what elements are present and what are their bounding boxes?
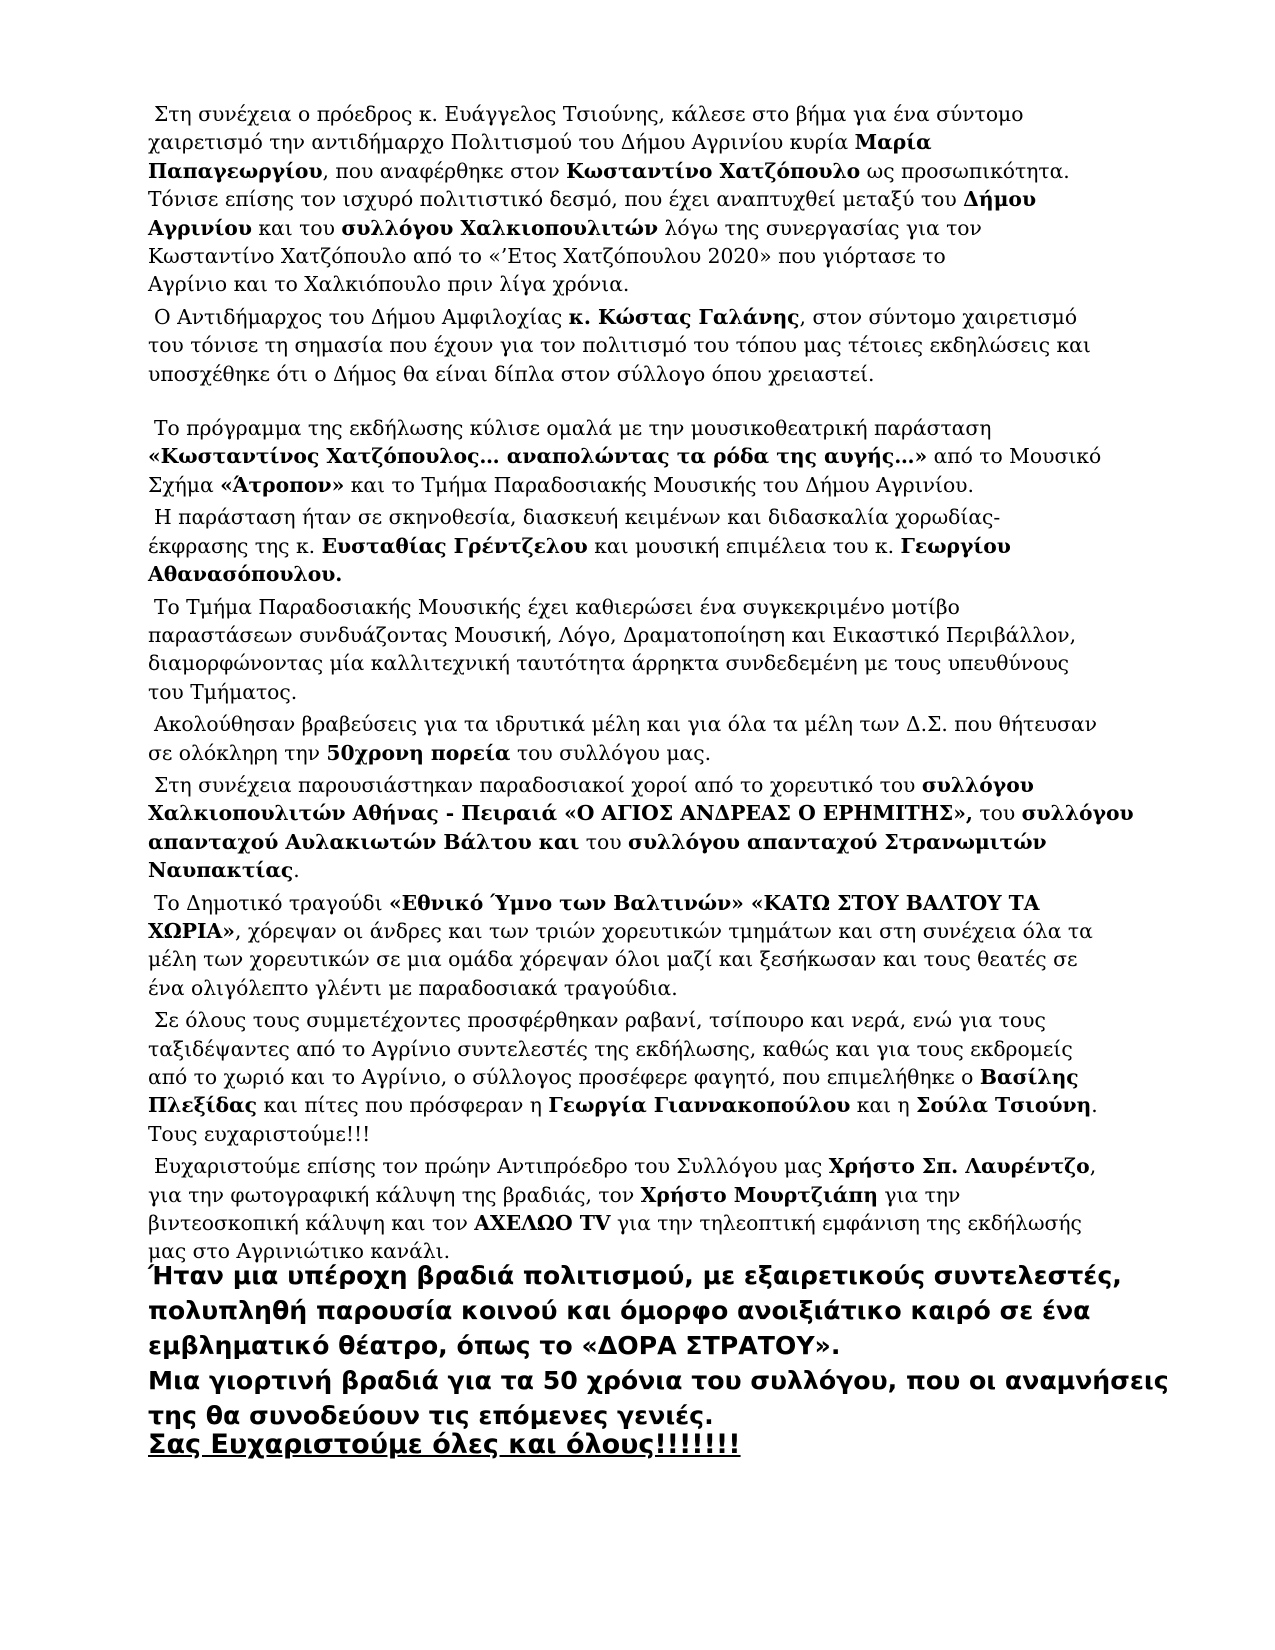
text-line (148, 1035, 1128, 1063)
text-line (148, 799, 1134, 827)
text-line (148, 1091, 1128, 1119)
bold-text: Ευσταθίας Γρέντζελου (321, 533, 588, 558)
text-line (148, 678, 1128, 706)
text-line (148, 1063, 1128, 1091)
paragraph (148, 593, 1128, 707)
closing-line: εμβληματικό θέατρο, όπως το «ΔΟΡΑ ΣΤΡΑΤΟΥ». (148, 1331, 841, 1360)
article-body (148, 100, 1134, 1266)
bold-text: Αθανασόπουλου. (148, 562, 343, 587)
text-line (148, 917, 1128, 945)
paragraph (148, 889, 1128, 1003)
text-line (148, 185, 1128, 213)
text-run: Το Δημοτικό τραγούδι (154, 890, 389, 915)
text-run: μας στο Αγρινιώτικο κανάλι. (148, 1239, 451, 1264)
paragraph (148, 1006, 1128, 1148)
text-line (148, 739, 1128, 767)
text-run: Τους ευχαριστούμε!!! (148, 1121, 371, 1146)
bold-text: Κωσταντίνο Χατζόπουλο (566, 158, 861, 183)
text-run: υποσχέθηκε ότι ο Δήμος θα είναι δίπλα στον σύλλογο όπου χρειαστεί. (148, 361, 875, 386)
text-run: Στη συνέχεια παρουσιάστηκαν παραδοσιακοί χοροί από το χορευτικό του (154, 772, 922, 797)
text-line (148, 414, 1128, 442)
text-run: , στον σύντομο χαιρετισμό (799, 304, 1078, 329)
paragraph (148, 303, 1128, 388)
text-run: . (1091, 1093, 1098, 1118)
text-line (148, 331, 1128, 359)
text-run: Ακολούθησαν βραβεύσεις για τα ιδρυτικά μέλη και για όλα τα μέλη των Δ.Σ. που θήτευσαν (154, 712, 1097, 737)
bold-text: ΑΧΕΛΩΟ TV (474, 1211, 611, 1236)
text-run: . (293, 858, 300, 883)
text-run: χαιρετισμό την αντιδήμαρχο Πολιτισμού του Δήμου Αγρινίου κυρία (148, 130, 855, 155)
bold-text: Σούλα Τσιούνη (916, 1093, 1092, 1118)
text-run: , χόρεψαν οι άνδρες και των τριών χορευτικών τμημάτων και στη συνέχεια όλα τα (234, 918, 1093, 943)
bold-text: Δήμου (963, 187, 1037, 212)
paragraph (148, 1152, 1128, 1266)
text-run: Ο Αντιδήμαρχος του Δήμου Αμφιλοχίας (154, 304, 569, 329)
text-run: διαμορφώνοντας μία καλλιτεχνική ταυτότητα άρρηκτα συνδεδεμένη με τους υπευθύνους (148, 651, 1070, 676)
bold-text: Χρήστο Σπ. Λαυρέντζο (828, 1154, 1090, 1179)
text-run: Στη συνέχεια ο πρόεδρος κ. Ευάγγελος Τσιούνης, κάλεσε στο βήμα για ένα σύντομο (154, 102, 1024, 126)
text-run: , (1089, 1154, 1097, 1179)
text-line (148, 303, 1128, 331)
closing-line: Μια γιορτινή βραδιά για τα 50 χρόνια του συλλόγου, που οι αναμνήσεις (148, 1366, 1169, 1395)
text-run: και η (850, 1093, 917, 1118)
text-line (148, 828, 1128, 856)
text-run: για την τηλεοπτική εμφάνιση της εκδήλωσής (610, 1211, 1082, 1236)
text-line (148, 1152, 1128, 1180)
paragraph-gap (148, 388, 1128, 414)
text-run: και πίτες που πρόσφεραν η (257, 1093, 549, 1118)
text-line (148, 360, 1128, 388)
paragraph (148, 100, 1128, 299)
bold-text: Πλεξίδας (148, 1093, 258, 1118)
text-line (148, 560, 1128, 588)
paragraph (148, 710, 1128, 767)
text-run: του (579, 829, 628, 854)
bold-text: Παπαγεωργίου (148, 158, 323, 183)
text-run: Τόνισε επίσης τον ισχυρό πολιτιστικό δεσμό, που έχει αναπτυχθεί μεταξύ του (148, 187, 964, 212)
bold-text: Χρήστο Μουρτζιάπη (640, 1182, 878, 1207)
paragraph (148, 503, 1128, 588)
closing-line: της θα συνοδεύουν τις επόμενες γενιές. (148, 1401, 714, 1430)
text-line (148, 1006, 1128, 1034)
text-line (148, 100, 1128, 128)
bold-text: Χαλκιοπουλιτών Αθήνας - Πειραιά «Ο ΑΓΙΟΣ ΑΝΔΡΕΑΣ Ο ΕΡΗΜΙΤΗΣ», (148, 801, 973, 826)
bold-text: «Εθνικό Ύμνο των Βαλτινών» «ΚΑΤΩ ΣΤΟΥ ΒΑΛΤΟΥ ΤΑ (389, 890, 1040, 915)
text-run: και το Τμήμα Παραδοσιακής Μουσικής του Δήμου Αγρινίου. (344, 472, 974, 497)
bold-text: «Κωσταντίνος Χατζόπουλος… αναπολώντας τα ρόδα της αυγής…» (148, 444, 928, 469)
text-run: Κωσταντίνο Χατζόπουλο από το «’Ετος Χατζόπουλου 2020» που γιόρτασε το (148, 244, 946, 269)
text-line (148, 471, 1128, 499)
text-run: παραστάσεων συνδυάζοντας Μουσική, Λόγο, Δραματοποίηση και Εικαστικό Περιβάλλον, (148, 622, 1077, 647)
text-run: Ευχαριστούμε επίσης τον πρώην Αντιπρόεδρο του Συλλόγου μας (154, 1154, 829, 1179)
text-run: του τόνισε τη σημασία που έχουν για τον πολιτισμό του τόπου μας τέτοιες εκδηλώσεις και (148, 333, 1091, 358)
bold-text: Γεωργίου (900, 533, 1011, 558)
bold-text: ΧΩΡΙΑ» (148, 918, 235, 943)
bold-text: Γεωργία Γιαννακοπούλου (548, 1093, 851, 1118)
bold-text: συλλόγου (1021, 801, 1134, 826)
text-line (148, 1209, 1128, 1237)
text-line (148, 771, 1128, 799)
text-run: του Τμήματος. (148, 679, 298, 704)
bold-text: 50χρονη πορεία (326, 740, 511, 765)
text-line (148, 270, 1128, 298)
text-run: μέλη των χορευτικών σε μια ομάδα χόρεψαν όλοι μαζί και ξεσήκωσαν και τους θεατές σε (148, 947, 1078, 972)
text-line (148, 242, 1128, 270)
text-run: Το πρόγραμμα της εκδήλωσης κύλισε ομαλά με την μουσικοθεατρική παράσταση (154, 416, 992, 441)
paragraph (148, 771, 1134, 885)
text-line (148, 593, 1128, 621)
text-run: λόγω της συνεργασίας για τον (658, 215, 982, 240)
text-run: από το χωριό και το Αγρίνιο, ο σύλλογος προσέφερε φαγητό, που επιμελήθηκε ο (148, 1065, 980, 1089)
closing-line: πολυπληθή παρουσία κοινού και όμορφο ανοιξιάτικο καιρό σε ένα (148, 1296, 1091, 1325)
bold-text: Ναυπακτίας (148, 858, 294, 883)
text-run: ταξιδέψαντες από το Αγρίνιο συντελεστές της εκδήλωσης, καθώς και για τους εκδρομείς (148, 1036, 1073, 1061)
text-run: για την (877, 1182, 961, 1207)
thanks-line: Σας Ευχαριστούμε όλες και όλους!!!!!!! (148, 1429, 741, 1460)
bold-text: κ. Κώστας Γαλάνης (568, 304, 800, 329)
text-run: ένα ολιγόλεπτο γλέντι με παραδοσιακά τραγούδια. (148, 975, 678, 1000)
text-run: σε ολόκληρη την (148, 740, 327, 765)
text-run: Το Τμήμα Παραδοσιακής Μουσικής έχει καθιερώσει ένα συγκεκριμένο μοτίβο (154, 594, 960, 619)
bold-text: Βασίλης (979, 1065, 1079, 1089)
text-run: βιντεοσκοπική κάλυψη και τον (148, 1211, 475, 1236)
text-line (148, 1181, 1128, 1209)
closing-line: Ήταν μια υπέροχη βραδιά πολιτισμού, με εξαιρετικούς συντελεστές, (148, 1261, 1122, 1290)
text-run: Σε όλους τους συμμετέχοντες προσφέρθηκαν ραβανί, τσίπουρο και νερά, ενώ για τους (154, 1008, 1046, 1033)
bold-text: Μαρία (854, 130, 932, 155)
text-line (148, 214, 1128, 242)
closing-statement (148, 1258, 1169, 1433)
text-line (148, 889, 1128, 917)
text-run: του συλλόγου μας. (510, 740, 712, 765)
text-line (148, 649, 1128, 677)
text-run: από το Μουσικό (927, 444, 1102, 469)
text-line (148, 503, 1128, 531)
text-line (148, 1120, 1128, 1148)
text-line (148, 856, 1128, 884)
text-run: του (972, 801, 1022, 826)
bold-text: Αγρινίου (148, 215, 252, 240)
bold-text: συλλόγου απανταχού Στρανωμιτών (628, 829, 1047, 854)
text-line (148, 974, 1128, 1002)
text-run: για την φωτογραφική κάλυψη της βραδιάς, τον (148, 1182, 641, 1207)
bold-text: συλλόγου Χαλκιοπουλιτών (341, 215, 659, 240)
text-line (148, 157, 1128, 185)
text-line (148, 710, 1128, 738)
bold-text: συλλόγου (921, 772, 1034, 797)
text-run: και μουσική επιμέλεια του κ. (587, 533, 901, 558)
text-run: και του (251, 215, 342, 240)
text-line (148, 128, 1128, 156)
bold-text: απανταχού Αυλακιωτών Βάλτου και (148, 829, 580, 854)
text-run: Αγρίνιο και το Χαλκιόπουλο πριν λίγα χρόνια. (148, 272, 630, 297)
text-run: έκφρασης της κ. (148, 533, 322, 558)
text-run: , που αναφέρθηκε στον (322, 158, 567, 183)
text-line (148, 621, 1128, 649)
text-line (148, 532, 1128, 560)
bold-text: «Άτροπον» (220, 472, 345, 497)
text-run: ως προσωπικότητα. (860, 158, 1070, 183)
text-line (148, 945, 1128, 973)
text-run: Σχήμα (148, 472, 221, 497)
text-run: Η παράσταση ήταν σε σκηνοθεσία, διασκευή κειμένων και διδασκαλία χορωδίας- (154, 505, 1001, 530)
paragraph (148, 414, 1128, 499)
text-line (148, 442, 1128, 470)
